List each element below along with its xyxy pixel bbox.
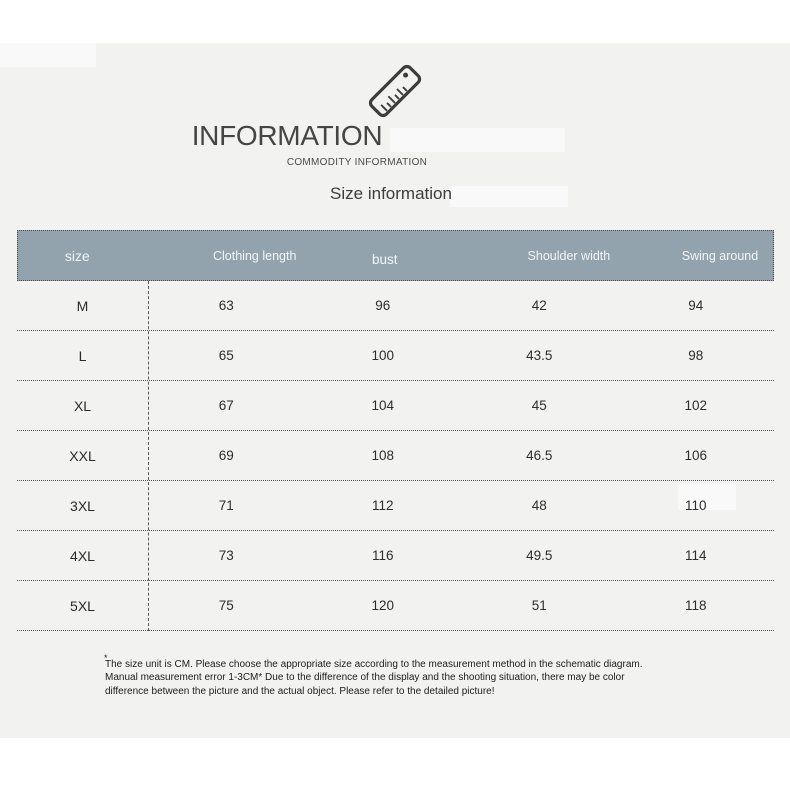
column-header-shoulder-width: Shoulder width <box>527 248 611 263</box>
table-body <box>17 281 774 631</box>
value-cell: 100 <box>371 348 395 363</box>
size-cell: XL <box>73 397 92 414</box>
table-row <box>17 281 774 331</box>
value-cell: 106 <box>684 448 708 463</box>
size-cell: XXL <box>69 447 96 464</box>
note-text <box>104 653 665 698</box>
value-cell: 71 <box>218 498 234 513</box>
table-row <box>17 581 774 631</box>
size-cell: 4XL <box>70 547 95 564</box>
value-cell: 96 <box>375 298 391 313</box>
value-cell: 49.5 <box>526 548 553 563</box>
column-divider <box>148 281 149 631</box>
value-cell: 46.5 <box>526 448 553 463</box>
background-patch <box>450 186 568 207</box>
value-cell: 116 <box>371 548 394 563</box>
value-cell: 104 <box>371 398 395 413</box>
value-cell: 110 <box>684 498 707 513</box>
size-cell: 3XL <box>70 497 95 514</box>
value-cell: 118 <box>684 598 707 613</box>
value-cell: 48 <box>531 498 547 513</box>
value-cell: 75 <box>218 598 234 613</box>
value-cell: 94 <box>688 298 704 313</box>
value-cell: 98 <box>688 348 704 363</box>
value-cell: 51 <box>531 598 547 613</box>
value-cell: 120 <box>371 598 395 613</box>
table-row <box>17 331 774 381</box>
value-cell: 63 <box>218 298 234 313</box>
size-cell: L <box>78 347 87 364</box>
page-title: INFORMATION <box>191 120 383 151</box>
value-cell: 65 <box>218 348 234 363</box>
value-cell: 43.5 <box>526 348 553 363</box>
value-cell: 102 <box>684 398 708 413</box>
size-table <box>17 230 774 631</box>
page-subtitle: COMMODITY INFORMATION <box>286 157 428 168</box>
table-row <box>17 431 774 481</box>
asterisk-marker: * <box>104 653 108 663</box>
value-cell: 45 <box>531 398 547 413</box>
note-line: Manual measurement error 1-3CM* Due to the difference of the display and the shooting situation, there may be color <box>105 672 625 684</box>
background-patch <box>390 128 565 152</box>
note-line: difference between the picture and the actual object. Please refer to the detailed picture! <box>105 685 495 697</box>
value-cell: 42 <box>531 298 547 313</box>
size-cell: M <box>76 297 89 314</box>
column-header-size: size <box>64 247 90 264</box>
column-header-swing-around: Swing around <box>681 248 759 263</box>
background-patch <box>0 43 96 67</box>
value-cell: 73 <box>218 548 234 563</box>
table-header-row <box>17 230 774 281</box>
column-header-bust: bust <box>372 252 398 267</box>
section-title: Size information <box>330 184 452 203</box>
size-cell: 5XL <box>70 597 95 614</box>
table-row <box>17 531 774 581</box>
table-row <box>17 381 774 431</box>
value-cell: 114 <box>684 548 707 563</box>
value-cell: 67 <box>218 398 234 413</box>
value-cell: 69 <box>218 448 234 463</box>
value-cell: 112 <box>371 498 394 513</box>
value-cell: 108 <box>371 448 395 463</box>
note-line: The size unit is CM. Please choose the appropriate size according to the measurement method in the schematic diagram. <box>105 659 643 670</box>
table-row <box>17 481 774 531</box>
column-header-clothing-length: Clothing length <box>213 248 297 263</box>
